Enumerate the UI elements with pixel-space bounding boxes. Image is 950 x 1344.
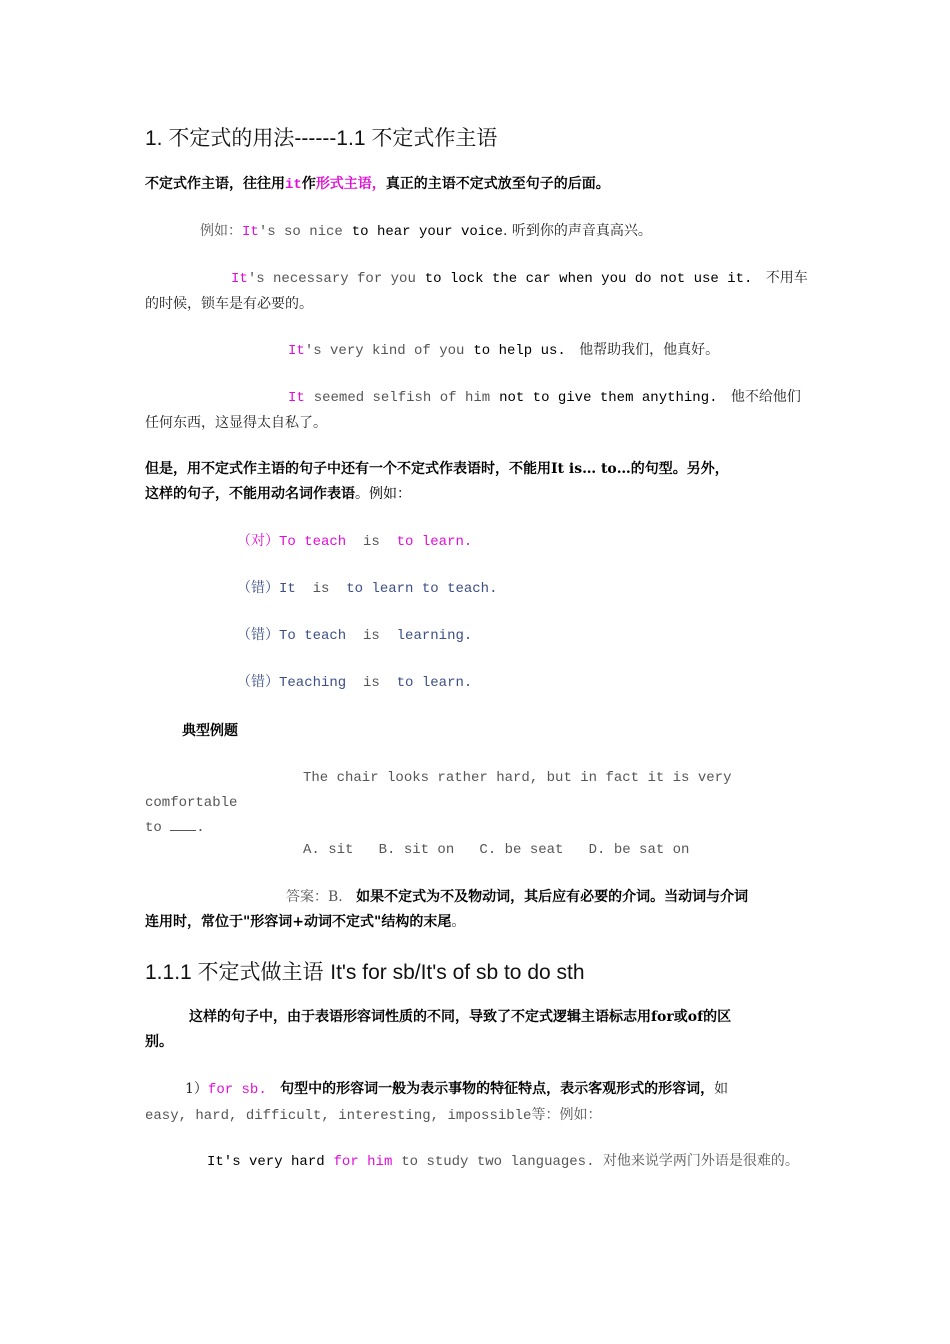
example-sentence-2: It's necessary for you to lock the car when you do not use it. 不用车 的时候，锁车是有必要的。 — [145, 270, 808, 312]
answer-explanation: 答案：B. 如果不定式为不及物动词，其后应有必要的介词。当动词与介词 连用时，常位于"形容词+动词不定式"结构的末尾。 — [145, 889, 749, 930]
note-paragraph: 但是，用不定式作主语的句子中还有一个不定式作表语时，不能用It is… to…的句型。另外， 这样的句子，不能用动名词作表语。例如： — [145, 461, 729, 502]
typical-examples-heading: 典型例题 — [182, 723, 238, 739]
example-sentence-3: It's very kind of you to help us. 他帮助我们，他真好。 — [288, 342, 720, 359]
intro-paragraph: 这样的句子中，由于表语形容词性质的不同，导致了不定式逻辑主语标志用for或of的区 别。 — [145, 1009, 732, 1050]
point-1: 1）for sb. 句型中的形容词一般为表示事物的特征特点，表示客观形式的形容词，如 easy, hard, difficult, interesting, impossible等：例如： — [145, 1081, 729, 1124]
case-item-4: （错）Teaching is to learn. — [237, 675, 473, 691]
answer-blank — [170, 818, 196, 831]
case-item-1: （对）To teach is to learn. — [237, 534, 473, 550]
question-text: The chair looks rather hard, but in fact it is very comfortable to . — [145, 770, 732, 836]
section-heading-2: 1.1.1 不定式做主语 It's for sb/It's of sb to do sth — [145, 960, 585, 984]
answer-options: A. sit B. sit on C. be seat D. be sat on — [303, 842, 690, 858]
rule-statement: 不定式作主语，往往用it作形式主语，真正的主语不定式放至句子的后面。 — [145, 176, 610, 193]
example-sentence-4: It seemed selfish of him not to give them anything. 他不给他们 任何东西，这显得太自私了。 — [145, 389, 801, 431]
case-item-3: （错）To teach is learning. — [237, 628, 473, 644]
case-item-2: （错）It is to learn to teach. — [237, 581, 498, 597]
section-heading-1: 1. 不定式的用法------1.1 不定式作主语 — [145, 126, 498, 150]
example-sentence-1: 例如：It's so nice to hear your voice. 听到你的声音真高兴。 — [200, 223, 652, 240]
example-sentence-5: It's very hard for him to study two languages. 对他来说学两门外语是很难的。 — [207, 1154, 799, 1170]
